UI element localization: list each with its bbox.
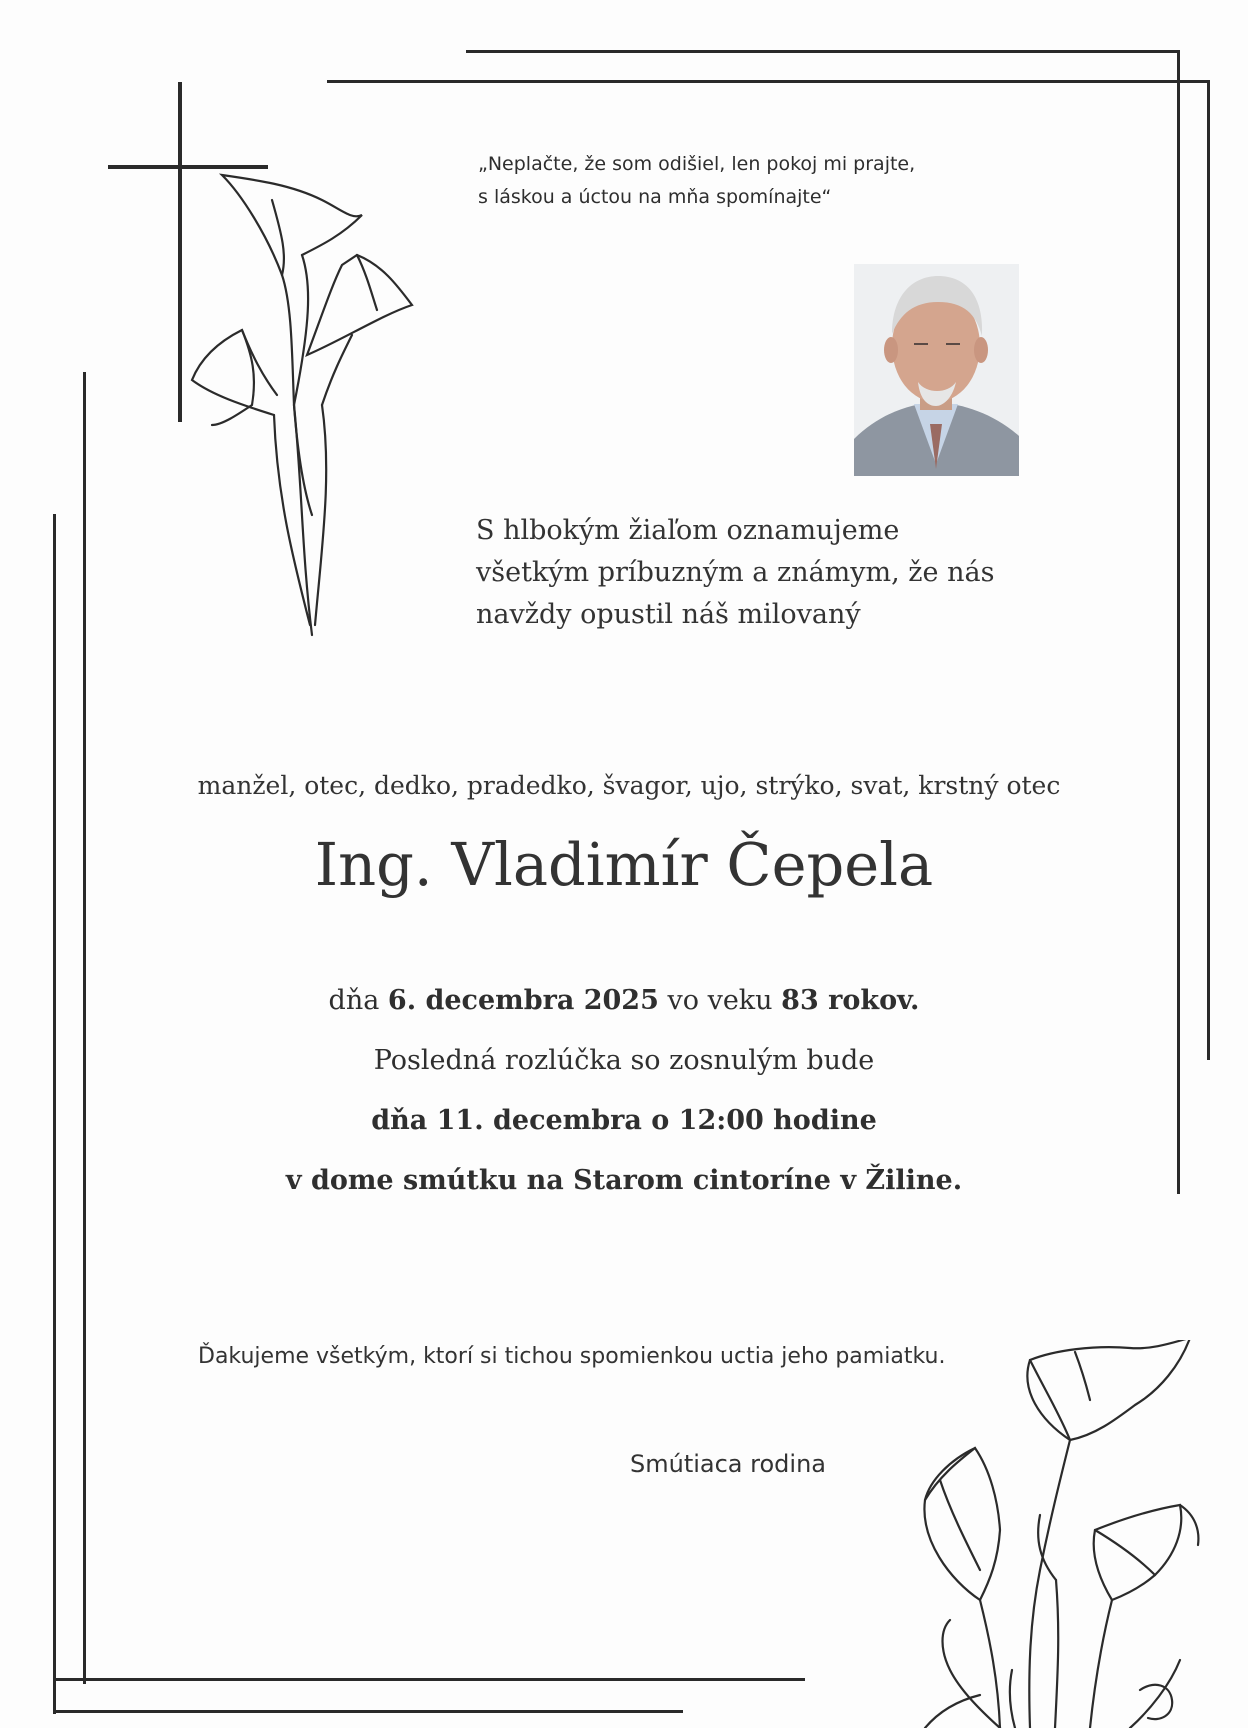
frame-line-bottom-outer [53, 1678, 805, 1681]
frame-line-right-inner [1207, 80, 1210, 1060]
farewell-intro: Posledná rozlúčka so zosnulým bude [373, 1045, 875, 1076]
frame-line-top-outer [466, 50, 1179, 53]
death-date: 6. decembra 2025 [387, 985, 659, 1016]
calla-lily-icon [182, 155, 462, 645]
frame-line-bottom-inner [53, 1710, 683, 1713]
signature: Smútiaca rodina [630, 1450, 826, 1478]
details-block [0, 985, 1248, 1225]
death-middle: vo veku [667, 985, 773, 1016]
death-line [0, 985, 1248, 1045]
farewell-place: v dome smútku na Starom cintoríne v Žiline. [285, 1165, 963, 1196]
portrait-photo [854, 264, 1019, 476]
deceased-name: Ing. Vladimír Čepela [314, 830, 934, 899]
announcement [476, 510, 1036, 636]
quote-line-1: „Neplačte, že som odišiel, len pokoj mi prajte, [478, 153, 916, 175]
quote-line-2: s láskou a úctou na mňa spomínajte“ [478, 186, 832, 208]
announcement-line-2: všetkým príbuzným a známym, že nás [476, 557, 995, 588]
frame-line-top-inner [327, 80, 1209, 83]
farewell-datetime: dňa 11. decembra o 12:00 hodine [371, 1105, 877, 1136]
death-prefix: dňa [328, 985, 380, 1016]
relations-line: manžel, otec, dedko, pradedko, švagor, ujo, strýko, svat, krstný otec [197, 771, 1061, 800]
announcement-line-3: navždy opustil náš milovaný [476, 599, 861, 630]
quote [478, 148, 998, 214]
thanks-note: Ďakujeme všetkým, ktorí si tichou spomienkou uctia jeho pamiatku. [198, 1344, 946, 1369]
death-age: 83 rokov. [781, 985, 920, 1016]
calla-lily-bouquet-icon [880, 1340, 1220, 1728]
announcement-line-1: S hlbokým žiaľom oznamujeme [476, 515, 900, 546]
